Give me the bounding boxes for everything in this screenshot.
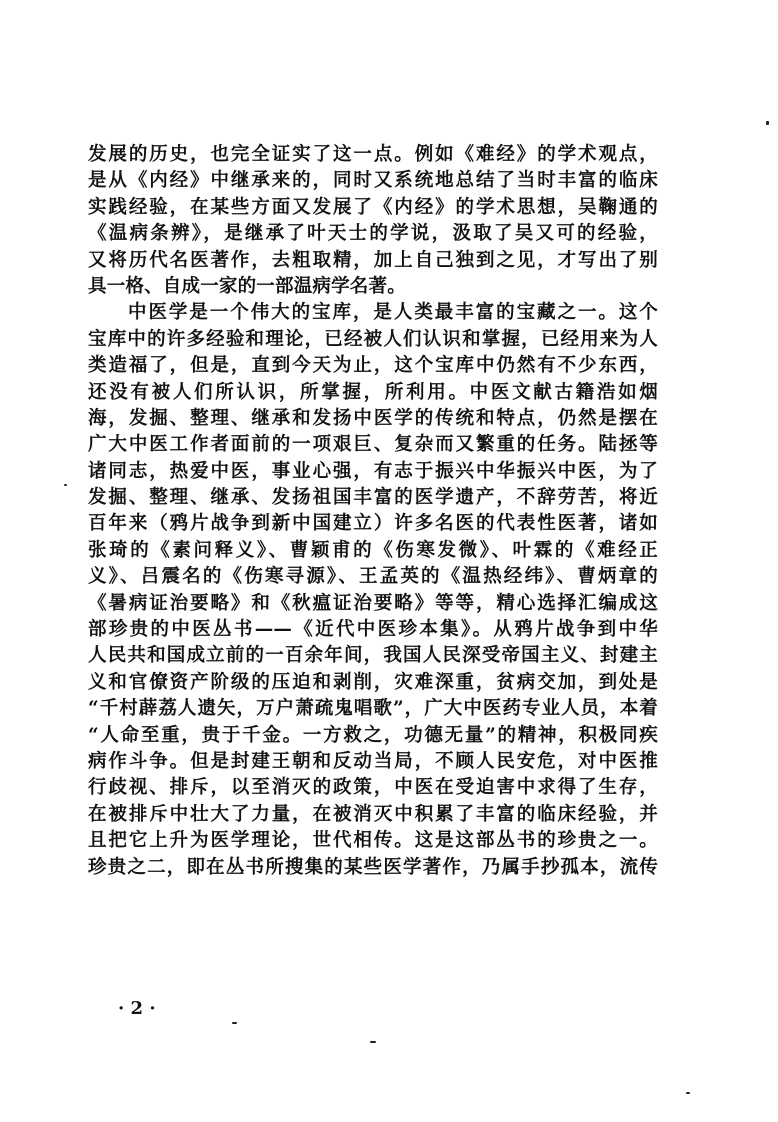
text-line: 广大中医工作者面前的一项艰巨、复杂而又繁重的任务。陆拯等 — [88, 434, 658, 456]
text-line: 在被排斥中壮大了力量，在被消灭中积累了丰富的临床经验，并 — [88, 803, 658, 825]
text-line: 病作斗争。但是封建王朝和反动当局，不顾人民安危，对中医推 — [88, 750, 658, 772]
text-line: 人民共和国成立前的一百余年间，我国人民深受帝国主义、封建主 — [88, 645, 658, 667]
text-line: 具一格、自成一家的一部温病学名著。 — [88, 275, 406, 297]
text-line: 百年来（鸦片战争到新中国建立）许多名医的代表性医著，诸如 — [88, 513, 658, 535]
text-line: 义》、吕震名的《伤寒寻源》、王孟英的《温热经纬》、曹炳章的 — [88, 566, 658, 588]
page-number: · 2 · — [118, 998, 156, 1019]
scan-speck — [64, 484, 67, 486]
body-text — [88, 142, 658, 881]
text-line: 且把它上升为医学理论，世代相传。这是这部丛书的珍贵之一。 — [88, 830, 658, 852]
scan-speck — [686, 1092, 690, 1094]
paragraph-start-line: 中医学是一个伟大的宝库，是人类最丰富的宝藏之一。这个 — [128, 302, 658, 324]
text-line: 珍贵之二，即在丛书所搜集的某些医学著作，乃属手抄孤本，流传 — [88, 856, 658, 878]
scan-speck — [766, 121, 769, 125]
scan-speck — [232, 1022, 237, 1024]
text-line: 部珍贵的中医丛书——《近代中医珍本集》。从鸦片战争到中华 — [88, 619, 658, 641]
text-line: 是从《内经》中继承来的，同时又系统地总结了当时丰富的临床 — [88, 170, 658, 192]
text-line: 类造福了，但是，直到今天为止，这个宝库中仍然有不少东西， — [88, 355, 658, 377]
text-line: 《温病条辨》，是继承了叶天士的学说，汲取了吴又可的经验， — [88, 223, 658, 245]
text-line: 张琦的《素问释义》、曹颖甫的《伤寒发微》、叶霖的《难经正 — [88, 539, 658, 561]
text-line: 发展的历史，也完全证实了这一点。例如《难经》的学术观点， — [88, 144, 658, 165]
scan-speck — [370, 1041, 376, 1043]
text-line: 实践经验，在某些方面又发展了《内经》的学术思想，吴鞠通的 — [88, 196, 658, 218]
text-line: 诸同志，热爱中医，事业心强，有志于振兴中华振兴中医，为了 — [88, 460, 658, 482]
text-line: 义和官僚资产阶级的压迫和剥削，灾难深重，贫病交加，到处是 — [88, 671, 658, 693]
text-line: 行歧视、排斥，以至消灭的政策，中医在受迫害中求得了生存， — [88, 777, 658, 799]
text-line: 还没有被人们所认识，所掌握，所利用。中医文献古籍浩如烟 — [88, 381, 658, 403]
text-line: 又将历代名医著作，去粗取精，加上自己独到之见，才写出了别 — [88, 249, 658, 271]
text-line: “千村薜荔人遗矢，万户萧疏鬼唱歌”，广大中医药专业人员，本着 — [88, 698, 658, 720]
text-line: 《暑病证治要略》和《秋瘟证治要略》等等，精心选择汇编成这 — [88, 592, 658, 614]
text-line: 宝库中的许多经验和理论，已经被人们认识和掌握，已经用来为人 — [88, 328, 658, 350]
text-line: “人命至重，贵于千金。一方救之，功德无量”的精神，积极同疾 — [88, 724, 658, 746]
text-line: 海，发掘、整理、继承和发扬中医学的传统和特点，仍然是摆在 — [88, 407, 658, 429]
text-line: 发掘、整理、继承、发扬祖国丰富的医学遗产，不辞劳苦，将近 — [88, 487, 658, 509]
